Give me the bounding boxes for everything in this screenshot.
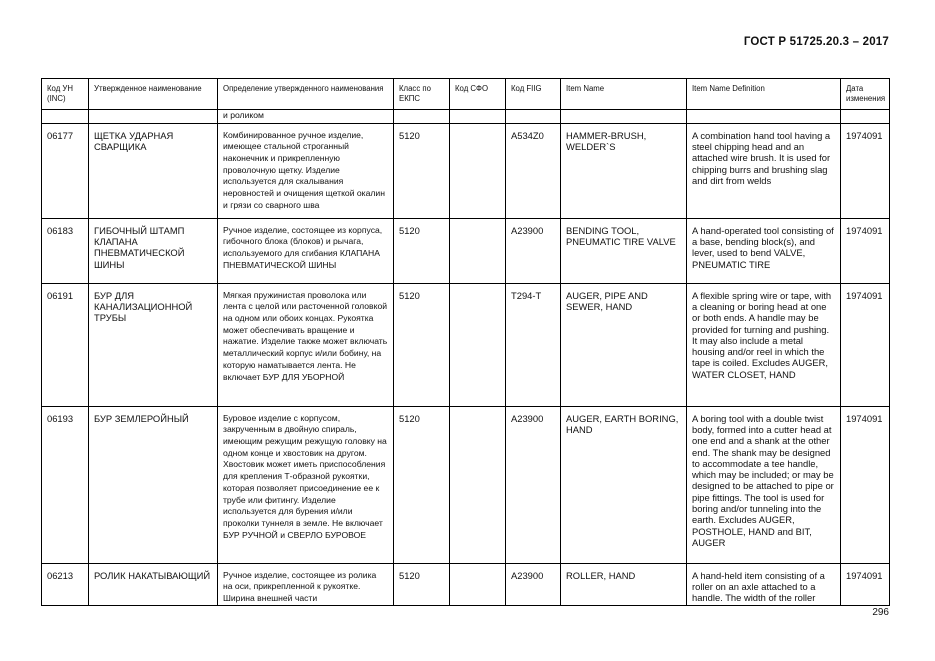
continuation-definition: и роликом [218,110,394,124]
table-row [42,123,890,218]
cell-name: БУР ДЛЯ КАНАЛИЗАЦИОННОЙ ТРУБЫ [89,283,218,406]
cell-fiig: T294-T [506,283,561,406]
cell-date: 1974091 [841,283,890,406]
cell-inc: 06213 [42,563,89,605]
table-header-row [42,79,890,110]
cell-date: 1974091 [841,563,890,605]
col-header-class: Класс по ЕКПС [394,79,450,110]
continuation-row [42,110,890,124]
cell-definition: Ручное изделие, состоящее из корпуса, гибочного блока (блоков) и рычага, используемого для сгибания КЛАПАНА ПНЕВМАТИЧЕСКОЙ ШИНЫ [218,218,394,283]
col-header-date: Дата изменения [841,79,890,110]
col-header-definition: Определение утвержденного наименования [218,79,394,110]
cell-date: 1974091 [841,406,890,563]
col-header-sfo: Код СФО [450,79,506,110]
cell-sfo [450,123,506,218]
cell-definition: Комбинированное ручное изделие, имеющее стальной строганный наконечник и прикрепленную проволочную щетку. Изделие используется для скалывания неровностей и очищения щеткой окалин и грязи со сварного шва [218,123,394,218]
cell-inc: 06183 [42,218,89,283]
cell-item-name: BENDING TOOL, PNEUMATIC TIRE VALVE [561,218,687,283]
cell-definition: Буровое изделие с корпусом, закрученным в двойную спираль, имеющим режущим режущую головку на одном конце и хвостовик на другом. Хвостовик может иметь приспособления для крепления Т-образной рукоятки, которая позволяет присоединение ее к трубе или фитингу. Изделие используется для бурения и/или проколки туннеля в земле. Не включает БУР РУЧНОЙ и СВЕРЛО БУРОВОЕ [218,406,394,563]
cell-name: БУР ЗЕМЛЕРОЙНЫЙ [89,406,218,563]
cell-sfo [450,406,506,563]
cell-item-definition: A hand-operated tool consisting of a base, bending block(s), and lever, used to bend VALVE, PNEUMATIC TIRE [687,218,841,283]
cell-item-name: ROLLER, HAND [561,563,687,605]
cell-class: 5120 [394,406,450,563]
cell-definition: Мягкая пружинистая проволока или лента с целой или расточенной головкой на одном или обоих концах. Рукоятка может обеспечивать вращение и нажатие. Изделие также может включать металлический корпус и/или бобину, на которую наматывается лента. Не включает БУР ДЛЯ УБОРНОЙ [218,283,394,406]
cell-name: ЩЕТКА УДАРНАЯ СВАРЩИКА [89,123,218,218]
cell-inc: 06193 [42,406,89,563]
cell-class: 5120 [394,123,450,218]
cell-inc: 06177 [42,123,89,218]
cell-date: 1974091 [841,218,890,283]
cell-item-definition: A hand-held item consisting of a roller on an axle attached to a handle. The width of the roller [687,563,841,605]
cell-sfo [450,563,506,605]
cell-item-definition: A boring tool with a double twist body, formed into a cutter head at one end and a shank at the other end. The shank may be designed to accommodate a tee handle, which may be included; or may be designed to be attached to pipe or pipe fittings. The tool is used for boring and/or tunneling into the earth. Excludes AUGER, POSTHOLE, HAND and BIT, AUGER [687,406,841,563]
cell-definition: Ручное изделие, состоящее из ролика на оси, прикрепленной к рукоятке. Ширина внешней части [218,563,394,605]
cell-item-name: HAMMER-BRUSH, WELDER`S [561,123,687,218]
cell-item-name: AUGER, EARTH BORING, HAND [561,406,687,563]
cell-item-definition: A combination hand tool having a steel chipping head and an attached wire brush. It is used for chipping burrs and brushing slag and dirt from welds [687,123,841,218]
cell-class: 5120 [394,563,450,605]
cell-fiig: A23900 [506,218,561,283]
cell-class: 5120 [394,283,450,406]
table-row [42,406,890,563]
page-number: 296 [872,607,889,618]
col-header-approved-name: Утвержденное наименование [89,79,218,110]
document-standard-header: ГОСТ Р 51725.20.3 – 2017 [743,36,889,48]
col-header-fiig: Код FIIG [506,79,561,110]
cell-sfo [450,218,506,283]
col-header-item-name: Item Name [561,79,687,110]
cell-item-definition: A flexible spring wire or tape, with a cleaning or boring head at one or both ends. A handle may be provided for turning and pushing. It may also include a metal housing and/or reel in which the tape is coiled. Excludes AUGER, WATER CLOSET, HAND [687,283,841,406]
col-header-inc: Код УН (INC) [42,79,89,110]
cell-item-name: AUGER, PIPE AND SEWER, HAND [561,283,687,406]
cell-inc: 06191 [42,283,89,406]
cell-date: 1974091 [841,123,890,218]
table-row [42,563,890,605]
cell-class: 5120 [394,218,450,283]
cell-name: РОЛИК НАКАТЫВАЮЩИЙ [89,563,218,605]
cell-sfo [450,283,506,406]
col-header-item-definition: Item Name Definition [687,79,841,110]
table-row [42,218,890,283]
cell-fiig: A534Z0 [506,123,561,218]
table-row [42,283,890,406]
cell-name: ГИБОЧНЫЙ ШТАМП КЛАПАНА ПНЕВМАТИЧЕСКОЙ ШИНЫ [89,218,218,283]
items-table [41,78,890,606]
cell-fiig: A23900 [506,563,561,605]
cell-fiig: A23900 [506,406,561,563]
